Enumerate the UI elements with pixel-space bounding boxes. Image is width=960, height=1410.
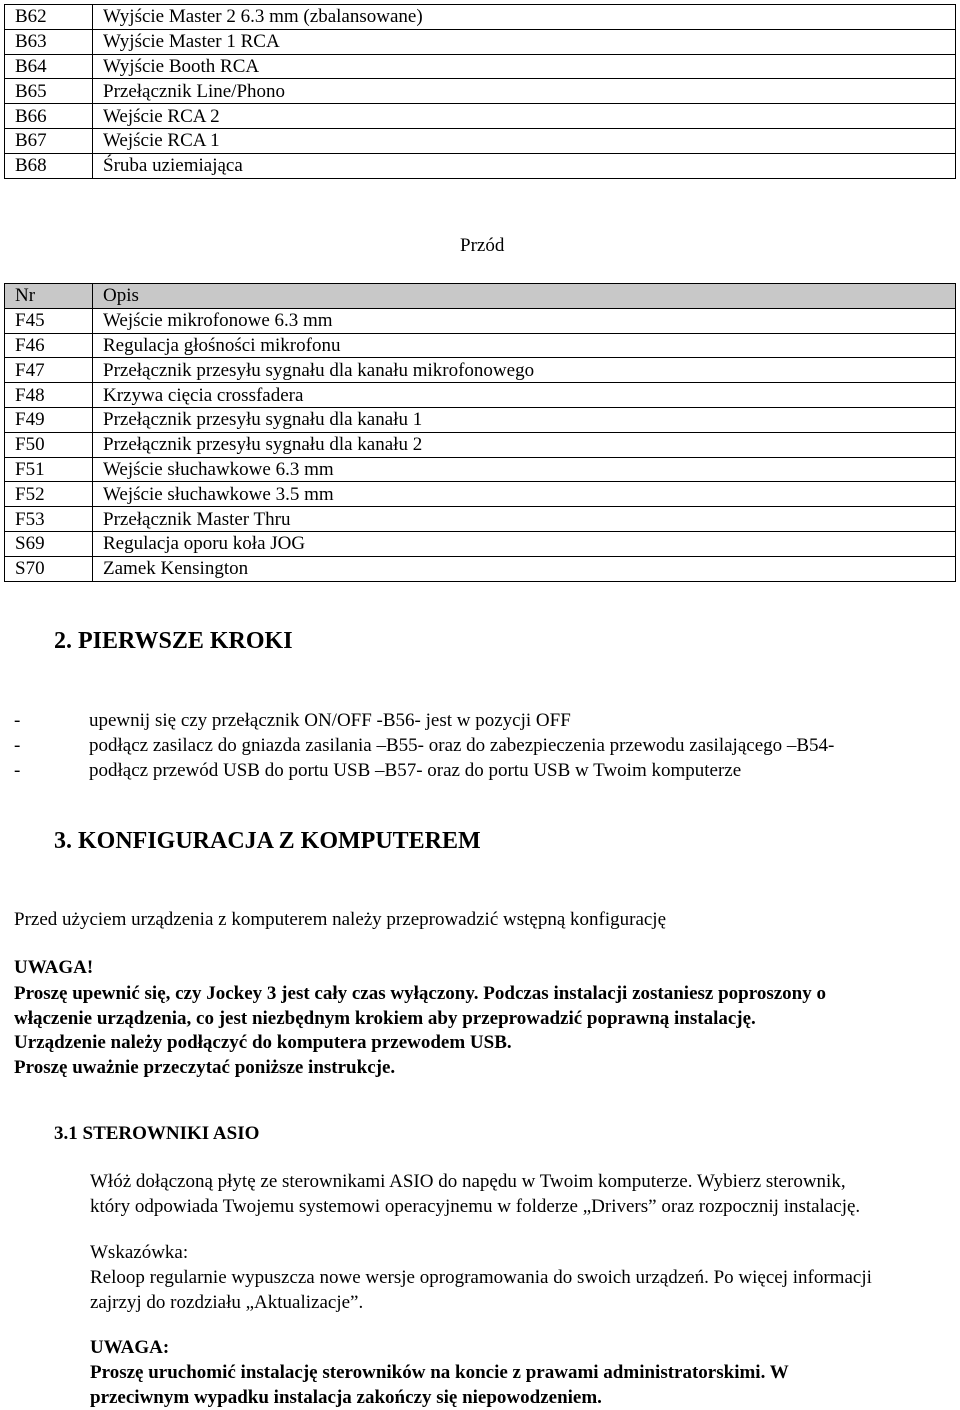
row-description: Przełącznik przesyłu sygnału dla kanału 1 xyxy=(93,407,956,432)
config-intro-text: Przed użyciem urządzenia z komputerem należy przeprowadzić wstępną konfigurację xyxy=(14,909,666,931)
row-description: Wejście słuchawkowe 3.5 mm xyxy=(93,482,956,507)
row-description: Przełącznik przesyłu sygnału dla kanału mikrofonowego xyxy=(93,358,956,383)
row-number: B68 xyxy=(5,153,93,178)
table-row xyxy=(5,482,956,507)
row-number: F45 xyxy=(5,308,93,333)
paragraph-line: Włóż dołączoną płytę ze sterownikami ASIO do napędu w Twoim komputerze. Wybierz sterownik, xyxy=(90,1170,860,1195)
section-heading-computer-config: 3. KONFIGURACJA Z KOMPUTEREM xyxy=(54,828,481,855)
table-row xyxy=(5,531,956,556)
row-description: Regulacja oporu koła JOG xyxy=(93,531,956,556)
row-description: Zamek Kensington xyxy=(93,556,956,581)
row-number: F46 xyxy=(5,333,93,358)
row-number: F53 xyxy=(5,507,93,532)
row-number: S70 xyxy=(5,556,93,581)
table-row xyxy=(5,457,956,482)
row-number: B62 xyxy=(5,5,93,30)
hint-text xyxy=(90,1266,872,1315)
warning-line: Proszę upewnić się, czy Jockey 3 jest cały czas wyłączony. Podczas instalacji zostaniesz poproszony o xyxy=(14,982,826,1007)
paragraph-line: który odpowiada Twojemu systemowi operacyjnemu w folderze „Drivers” oraz rozpocznij instalację. xyxy=(90,1195,860,1220)
list-bullet: - xyxy=(14,758,89,783)
row-number: F50 xyxy=(5,432,93,457)
table-row xyxy=(5,79,956,104)
list-item xyxy=(14,733,834,758)
row-number: F52 xyxy=(5,482,93,507)
list-item xyxy=(14,708,834,733)
row-description: Wyjście Booth RCA xyxy=(93,54,956,79)
warning-label: UWAGA! xyxy=(14,957,93,979)
row-description: Wejście mikrofonowe 6.3 mm xyxy=(93,308,956,333)
list-item xyxy=(14,758,834,783)
table-row xyxy=(5,54,956,79)
table-row xyxy=(5,308,956,333)
table-row xyxy=(5,104,956,129)
table-header-row xyxy=(5,284,956,309)
warning-line: przeciwnym wypadku instalacja zakończy się niepowodzeniem. xyxy=(90,1386,789,1410)
asio-warning-text xyxy=(90,1361,789,1410)
row-description: Krzywa cięcia crossfadera xyxy=(93,383,956,408)
section-heading-first-steps: 2. PIERWSZE KROKI xyxy=(54,628,293,655)
row-description: Wejście RCA 2 xyxy=(93,104,956,129)
row-description: Wyjście Master 2 6.3 mm (zbalansowane) xyxy=(93,5,956,30)
column-header-nr: Nr xyxy=(5,284,93,309)
column-header-desc: Opis xyxy=(93,284,956,309)
row-number: B66 xyxy=(5,104,93,129)
asio-warning-label: UWAGA: xyxy=(90,1337,169,1359)
row-description: Wejście RCA 1 xyxy=(93,128,956,153)
table-row xyxy=(5,507,956,532)
paragraph-line: zajrzyj do rozdziału „Aktualizacje”. xyxy=(90,1291,872,1316)
row-description: Regulacja głośności mikrofonu xyxy=(93,333,956,358)
row-description: Przełącznik Line/Phono xyxy=(93,79,956,104)
table-row xyxy=(5,128,956,153)
list-item-text: upewnij się czy przełącznik ON/OFF -B56- jest w pozycji OFF xyxy=(89,710,571,731)
warning-text xyxy=(14,982,826,1080)
row-number: S69 xyxy=(5,531,93,556)
paragraph-line: Reloop regularnie wypuszcza nowe wersje oprogramowania do swoich urządzeń. Po więcej informacji xyxy=(90,1266,872,1291)
row-number: F51 xyxy=(5,457,93,482)
warning-line: Proszę uruchomić instalację sterowników na koncie z prawami administratorskimi. W xyxy=(90,1361,789,1386)
table-row xyxy=(5,358,956,383)
table-row xyxy=(5,5,956,30)
table-row xyxy=(5,432,956,457)
hint-label: Wskazówka: xyxy=(90,1242,188,1264)
table-row xyxy=(5,556,956,581)
front-controls-table xyxy=(4,283,956,582)
row-number: B63 xyxy=(5,29,93,54)
table-row xyxy=(5,407,956,432)
table-row xyxy=(5,333,956,358)
section-title-front: Przód xyxy=(460,235,504,257)
rear-connections-table xyxy=(4,4,956,179)
warning-line: Urządzenie należy podłączyć do komputera przewodem USB. xyxy=(14,1031,826,1056)
list-item-text: podłącz zasilacz do gniazda zasilania –B55- oraz do zabezpieczenia przewodu zasilającego –B54- xyxy=(89,735,834,756)
row-number: F49 xyxy=(5,407,93,432)
warning-line: włączenie urządzenia, co jest niezbędnym krokiem aby przeprowadzić poprawną instalację. xyxy=(14,1007,826,1032)
row-description: Wejście słuchawkowe 6.3 mm xyxy=(93,457,956,482)
list-item-text: podłącz przewód USB do portu USB –B57- oraz do portu USB w Twoim komputerze xyxy=(89,760,741,781)
table-row xyxy=(5,383,956,408)
first-steps-list xyxy=(14,708,834,783)
row-number: F48 xyxy=(5,383,93,408)
row-number: B67 xyxy=(5,128,93,153)
list-bullet: - xyxy=(14,708,89,733)
table-row xyxy=(5,29,956,54)
asio-instructions xyxy=(90,1170,860,1219)
row-number: B64 xyxy=(5,54,93,79)
warning-line: Proszę uważnie przeczytać poniższe instrukcje. xyxy=(14,1056,826,1081)
list-bullet: - xyxy=(14,733,89,758)
row-number: B65 xyxy=(5,79,93,104)
row-description: Przełącznik Master Thru xyxy=(93,507,956,532)
row-description: Śruba uziemiająca xyxy=(93,153,956,178)
row-description: Przełącznik przesyłu sygnału dla kanału 2 xyxy=(93,432,956,457)
row-number: F47 xyxy=(5,358,93,383)
table-row xyxy=(5,153,956,178)
row-description: Wyjście Master 1 RCA xyxy=(93,29,956,54)
section-heading-asio-drivers: 3.1 STEROWNIKI ASIO xyxy=(54,1123,259,1145)
